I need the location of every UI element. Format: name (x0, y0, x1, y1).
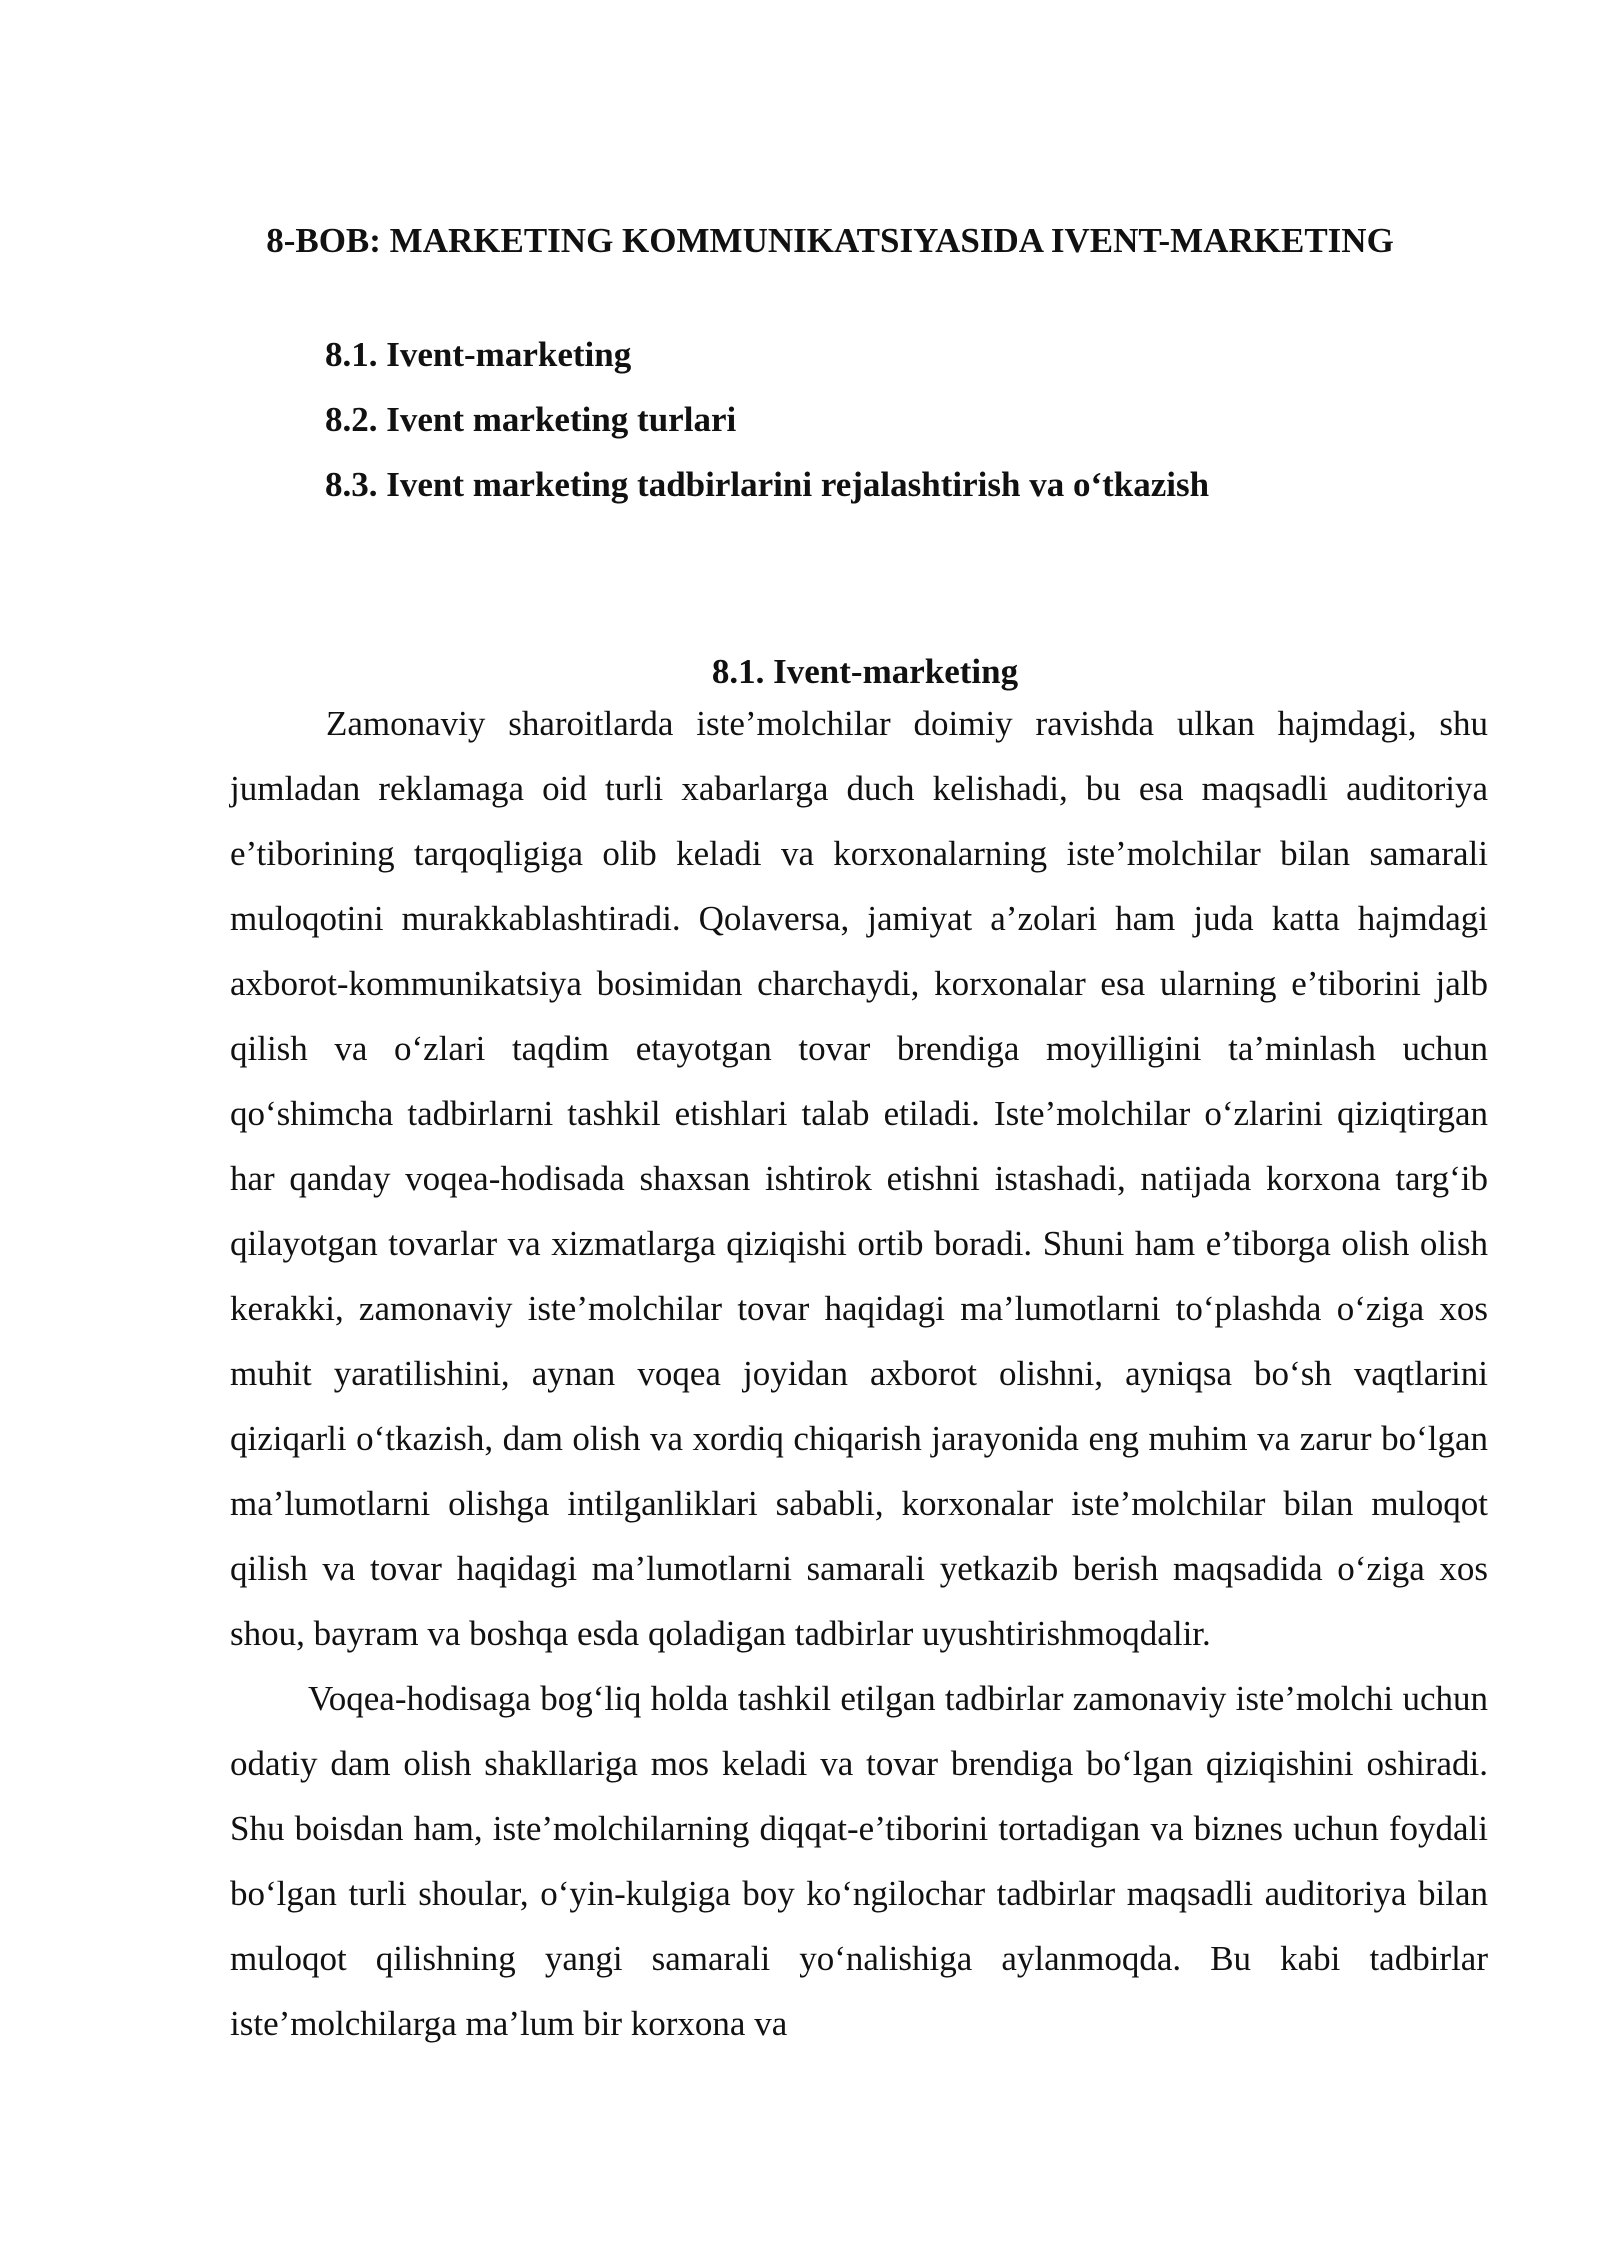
chapter-title: 8-BOB: MARKETING KOMMUNIKATSIYASIDA IVENT-MARKETING (266, 221, 1394, 260)
paragraph: Voqea-hodisaga bog‘liq holda tashkil etilgan tadbirlar zamonaviy iste’molchi uchun odatiy dam olish shakllariga mos keladi va tovar brendiga bo‘lgan qiziqishini oshiradi. Shu boisdan ham, iste’molchilarning diqqat-e’tiborini tortadigan va biznes uchun foydali bo‘lgan turli shoular, o‘yin-kulgiga boy ko‘ngilochar tadbirlar maqsadli auditoriya bilan muloqot qilishning yangi samarali yo‘nalishiga aylanmoqda. Bu kabi tadbirlar iste’molchilarga ma’lum bir korxona va (230, 1679, 1488, 2043)
body-text (230, 691, 1488, 2056)
toc-item: 8.2. Ivent marketing turlari (325, 400, 737, 439)
toc-item: 8.1. Ivent-marketing (325, 335, 632, 374)
toc-item: 8.3. Ivent marketing tadbirlarini rejalashtirish va o‘tkazish (325, 465, 1210, 504)
paragraph: Zamonaviy sharoitlarda iste’molchilar doimiy ravishda ulkan hajmdagi, shu jumladan reklamaga oid turli xabarlarga duch kelishadi, bu esa maqsadli auditoriya e’tiborining tarqoqligiga olib keladi va korxonalarning iste’molchilar bilan samarali muloqotini murakkablashtiradi. Qolaversa, jamiyat a’zolari ham juda katta hajmdagi axborot-kommunikatsiya bosimidan charchaydi, korxonalar esa ularning e’tiborini jalb qilish va o‘zlari taqdim etayotgan tovar brendiga moyilligini ta’minlash uchun qo‘shimcha tadbirlarni tashkil etishlari talab etiladi. Iste’molchilar o‘zlarini qiziqtirgan har qanday voqea-hodisada shaxsan ishtirok etishni istashadi, natijada korxona targ‘ib qilayotgan tovarlar va xizmatlarga qiziqishi ortib boradi. Shuni ham e’tiborga olish olish kerakki, zamonaviy iste’molchilar tovar haqidagi ma’lumotlarni to‘plashda o‘ziga xos muhit yaratilishini, aynan voqea joyidan axborot olishni, ayniqsa bo‘sh vaqtlarini qiziqarli o‘tkazish, dam olish va xordiq chiqarish jarayonida eng muhim va zarur bo‘lgan ma’lumotlarni olishga intilganliklari sababli, korxonalar iste’molchilar bilan muloqot qilish va tovar haqidagi ma’lumotlarni samarali yetkazib berish maqsadida o‘ziga xos shou, bayram va boshqa esda qoladigan tadbirlar uyushtirishmoqdalir. (230, 704, 1488, 1653)
section-title: 8.1. Ivent-marketing (711, 652, 1019, 691)
table-of-contents (325, 322, 1209, 517)
